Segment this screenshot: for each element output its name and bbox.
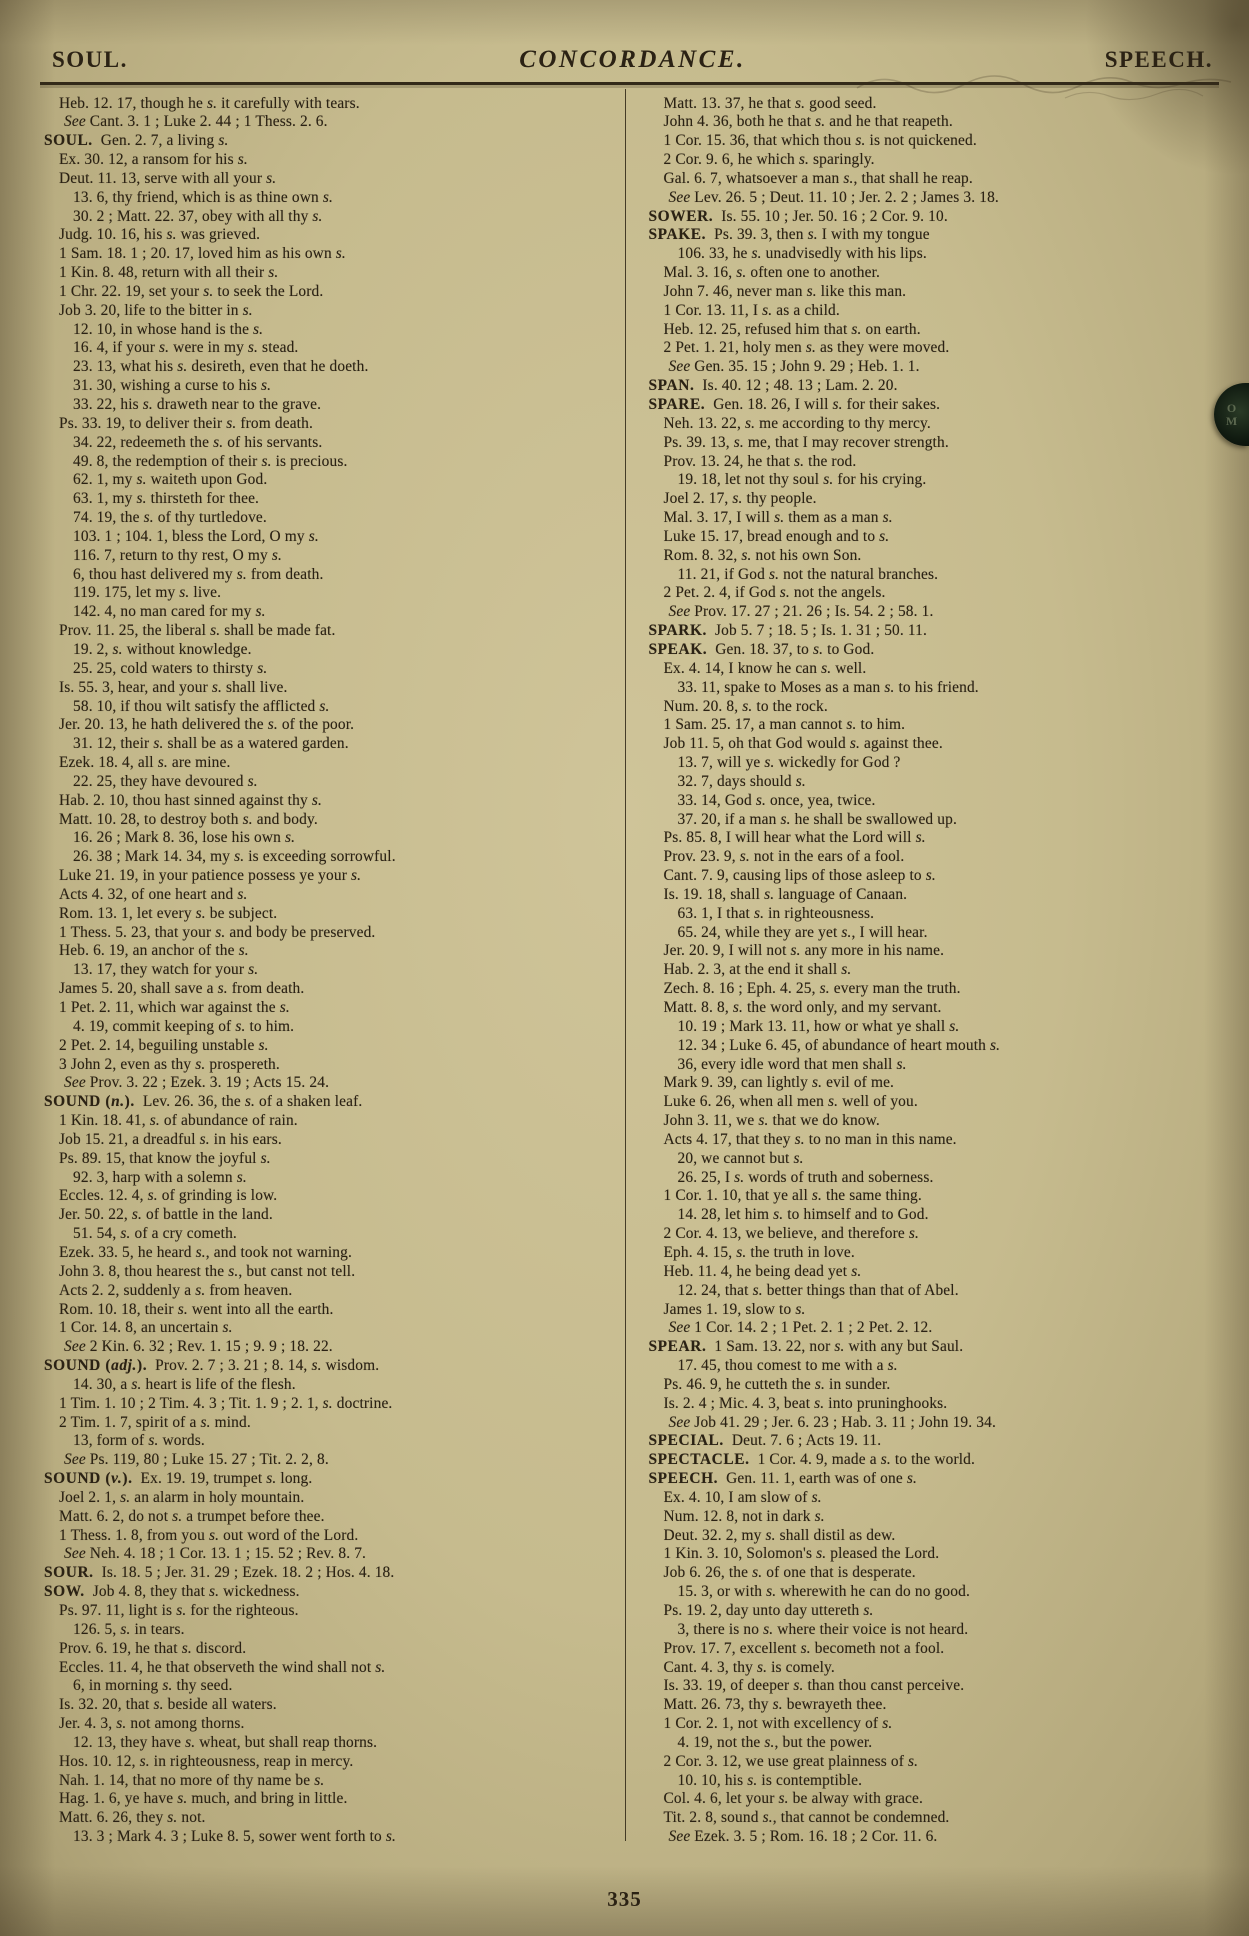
reference-line: 14. 30, a s. heart is life of the flesh.	[73, 1375, 296, 1393]
reference-line: Ex. 4. 14, I know he can s. well.	[663, 659, 867, 677]
reference-line: Hag. 1. 6, ye have s. much, and bring in little.	[59, 1790, 348, 1808]
reference-line: 33. 22, his s. draweth near to the grave.	[73, 396, 322, 413]
reference-line: Ps. 97. 11, light is s. for the righteous.	[59, 1602, 299, 1619]
reference-line: 1 Cor. 1. 10, that ye all s. the same thing.	[663, 1187, 922, 1205]
reference-line: Mark 9. 39, can lightly s. evil of me.	[663, 1074, 895, 1092]
reference-line: 33. 14, God s. once, yea, twice.	[677, 791, 876, 809]
reference-line: 17. 45, thou comest to me with a s.	[677, 1357, 898, 1375]
reference-line: Mal. 3. 17, I will s. them as a man s.	[663, 509, 893, 527]
reference-line: James 5. 20, shall save a s. from death.	[59, 980, 305, 998]
reference-line: 6, thou hast delivered my s. from death.	[73, 565, 324, 583]
reference-line: 4. 19, not the s., but the power.	[677, 1733, 873, 1751]
thumb-tab-letter: O	[1226, 400, 1237, 415]
text-columns	[0, 89, 1249, 1847]
reference-line: Eph. 4. 15, s. the truth in love.	[663, 1243, 855, 1261]
reference-line: 1 Cor. 13. 11, I s. as a child.	[663, 301, 840, 319]
reference-line: 2 Cor. 9. 6, he which s. sparingly.	[663, 151, 875, 169]
reference-line: 13. 3 ; Mark 4. 3 ; Luke 8. 5, sower went forth to s.	[73, 1828, 396, 1846]
reference-line: 103. 1 ; 104. 1, bless the Lord, O my s.	[73, 527, 319, 545]
reference-line: 65. 24, while they are yet s., I will hear.	[677, 923, 928, 941]
reference-line: 25. 25, cold waters to thirsty s.	[73, 659, 268, 677]
reference-line: Joel 2. 17, s. thy people.	[663, 490, 817, 508]
reference-line: Matt. 6. 2, do not s. a trumpet before thee.	[59, 1507, 325, 1525]
reference-line: Matt. 26. 73, thy s. bewrayeth thee.	[663, 1696, 887, 1714]
reference-line: James 1. 19, slow to s.	[663, 1300, 806, 1318]
see-reference-line: See Gen. 35. 15 ; John 9. 29 ; Heb. 1. 1.	[668, 358, 920, 376]
entry-headword-line: SPARK. Job 5. 7 ; 18. 5 ; Is. 1. 31 ; 50. 11.	[648, 622, 928, 640]
reference-line: Ps. 46. 9, he cutteth the s. in sunder.	[663, 1375, 891, 1393]
reference-line: 13. 7, will ye s. wickedly for God ?	[677, 754, 901, 772]
reference-line: 1 Kin. 18. 41, s. of abundance of rain.	[59, 1112, 298, 1130]
reference-line: Matt. 13. 37, he that s. good seed.	[663, 94, 877, 112]
reference-line: Job 3. 20, life to the bitter in s.	[59, 301, 253, 319]
reference-line: 1 Thess. 1. 8, from you s. out word of the Lord.	[59, 1526, 359, 1544]
reference-line: Cant. 4. 3, thy s. is comely.	[663, 1658, 835, 1676]
reference-line: Ps. 89. 15, that know the joyful s.	[59, 1149, 271, 1167]
reference-line: Matt. 10. 28, to destroy both s. and body.	[59, 810, 318, 828]
reference-line: 1 Cor. 14. 8, an uncertain s.	[59, 1319, 233, 1337]
reference-line: 63. 1, my s. thirsteth for thee.	[73, 490, 260, 508]
entry-headword-line: SOWER. Is. 55. 10 ; Jer. 50. 16 ; 2 Cor. 9. 10.	[648, 207, 948, 225]
reference-line: 2 Pet. 2. 4, if God s. not the angels.	[663, 584, 886, 602]
thumb-tab-letter: M	[1225, 413, 1238, 428]
reference-line: Prov. 11. 25, the liberal s. shall be made fat.	[59, 622, 336, 640]
reference-line: 116. 7, return to thy rest, O my s.	[73, 546, 283, 564]
reference-line: 2 Tim. 1. 7, spirit of a s. mind.	[59, 1413, 251, 1431]
reference-line: Luke 21. 19, in your patience possess ye your s.	[59, 867, 362, 885]
reference-line: Is. 19. 18, shall s. language of Canaan.	[663, 885, 908, 903]
reference-line: Eccles. 11. 4, he that observeth the wind shall not s.	[59, 1658, 386, 1676]
right-column	[633, 95, 1224, 1847]
reference-line: Prov. 23. 9, s. not in the ears of a fool.	[663, 848, 905, 866]
reference-line: 2 Pet. 1. 21, holy men s. as they were moved.	[663, 339, 950, 357]
entry-headword-line: SOUND (adj.). Prov. 2. 7 ; 3. 21 ; 8. 14, s. wisdom.	[44, 1357, 380, 1375]
reference-line: 1 Sam. 25. 17, a man cannot s. to him.	[663, 716, 906, 734]
reference-line: 26. 25, I s. words of truth and soberness.	[677, 1168, 934, 1186]
reference-line: 62. 1, my s. waiteth upon God.	[73, 471, 268, 489]
reference-line: 13. 6, thy friend, which is as thine own s.	[73, 188, 333, 206]
reference-line: 36, every idle word that men shall s.	[677, 1055, 907, 1073]
reference-line: 30. 2 ; Matt. 22. 37, obey with all thy s.	[73, 207, 323, 225]
reference-line: 34. 22, redeemeth the s. of his servants.	[73, 433, 323, 451]
reference-line: 12. 13, they have s. wheat, but shall reap thorns.	[73, 1733, 378, 1751]
reference-line: 6, in morning s. thy seed.	[73, 1677, 233, 1695]
reference-line: Zech. 8. 16 ; Eph. 4. 25, s. every man the truth.	[663, 980, 961, 998]
reference-line: Heb. 11. 4, he being dead yet s.	[663, 1262, 862, 1280]
entry-headword-line: SPEECH. Gen. 11. 1, earth was of one s.	[648, 1470, 917, 1488]
reference-line: Hos. 10. 12, s. in righteousness, reap in mercy.	[59, 1752, 354, 1770]
reference-line: Tit. 2. 8, sound s., that cannot be condemned.	[663, 1809, 950, 1827]
reference-line: Ps. 39. 13, s. me, that I may recover strength.	[663, 433, 949, 451]
reference-line: 31. 12, their s. shall be as a watered garden.	[73, 735, 349, 753]
reference-line: 2 Cor. 3. 12, we use great plainness of s.	[663, 1752, 919, 1770]
see-reference-line: See Job 41. 29 ; Jer. 6. 23 ; Hab. 3. 11 ; John 19. 34.	[668, 1413, 996, 1431]
reference-line: 13, form of s. words.	[73, 1432, 205, 1450]
reference-line: Ezek. 18. 4, all s. are mine.	[59, 754, 231, 772]
reference-line: 2 Pet. 2. 14, beguiling unstable s.	[59, 1036, 269, 1054]
header-right-keyword: SPEECH.	[1104, 47, 1213, 72]
reference-line: 1 Cor. 15. 36, that which thou s. is not quickened.	[663, 132, 977, 150]
reference-line: Matt. 8. 8, s. the word only, and my servant.	[663, 999, 942, 1016]
entry-headword-line: SOUL. Gen. 2. 7, a living s.	[44, 132, 229, 150]
entry-headword-line: SPAN. Is. 40. 12 ; 48. 13 ; Lam. 2. 20.	[648, 377, 898, 395]
reference-line: Prov. 17. 7, excellent s. becometh not a fool.	[663, 1639, 945, 1657]
reference-line: 13. 17, they watch for your s.	[73, 961, 259, 979]
reference-line: Job 6. 26, the s. of one that is desperate.	[663, 1564, 916, 1582]
reference-line: 20, we cannot but s.	[677, 1149, 804, 1167]
reference-line: Eccles. 12. 4, s. of grinding is low.	[59, 1187, 278, 1205]
reference-line: Acts 4. 32, of one heart and s.	[59, 885, 248, 903]
see-reference-line: See Cant. 3. 1 ; Luke 2. 44 ; 1 Thess. 2. 6.	[64, 113, 328, 131]
reference-line: 10. 10, his s. is contemptible.	[677, 1771, 863, 1789]
reference-line: Prov. 13. 24, he that s. the rod.	[663, 452, 857, 470]
reference-line: 92. 3, harp with a solemn s.	[73, 1168, 247, 1186]
reference-line: 12. 34 ; Luke 6. 45, of abundance of heart mouth s.	[677, 1036, 1001, 1054]
reference-line: Job 11. 5, oh that God would s. against thee.	[663, 735, 943, 753]
reference-line: Cant. 7. 9, causing lips of those asleep to s.	[663, 867, 936, 885]
reference-line: Jer. 50. 22, s. of battle in the land.	[59, 1206, 273, 1224]
reference-line: John 3. 11, we s. that we do know.	[663, 1112, 880, 1130]
reference-line: Heb. 12. 25, refused him that s. on earth.	[663, 320, 921, 338]
reference-line: Is. 33. 19, of deeper s. than thou canst perceive.	[663, 1677, 965, 1695]
reference-line: 14. 28, let him s. to himself and to God.	[677, 1206, 929, 1224]
reference-line: Deut. 32. 2, my s. shall distil as dew.	[663, 1526, 896, 1544]
reference-line: Ezek. 33. 5, he heard s., and took not warning.	[59, 1243, 353, 1261]
reference-line: Hab. 2. 3, at the end it shall s.	[663, 961, 852, 979]
see-reference-line: See Ps. 119, 80 ; Luke 15. 27 ; Tit. 2. 2, 8.	[64, 1451, 329, 1469]
page-number: 335	[607, 1887, 642, 1911]
reference-line: 31. 30, wishing a curse to his s.	[73, 377, 272, 395]
left-column	[44, 95, 633, 1847]
reference-line: Heb. 12. 17, though he s. it carefully with tears.	[59, 94, 360, 112]
reference-line: 2 Cor. 4. 13, we believe, and therefore s.	[663, 1225, 919, 1243]
reference-line: 126. 5, s. in tears.	[73, 1620, 185, 1638]
reference-line: Prov. 6. 19, he that s. discord.	[59, 1639, 247, 1657]
reference-line: 12. 10, in whose hand is the s.	[73, 320, 264, 338]
reference-line: 1 Tim. 1. 10 ; 2 Tim. 4. 3 ; Tit. 1. 9 ; 2. 1, s. doctrine.	[59, 1394, 393, 1412]
entry-headword-line: SPAKE. Ps. 39. 3, then s. I with my tongue	[648, 226, 930, 244]
reference-line: Deut. 11. 13, serve with all your s.	[59, 169, 277, 187]
reference-line: 1 Kin. 3. 10, Solomon's s. pleased the Lord.	[663, 1545, 940, 1563]
reference-line: 3, there is no s. where their voice is not heard.	[677, 1620, 969, 1638]
reference-line: John 4. 36, both he that s. and he that reapeth.	[663, 113, 953, 131]
reference-line: 11. 21, if God s. not the natural branches.	[677, 565, 939, 583]
reference-line: Is. 2. 4 ; Mic. 4. 3, beat s. into pruninghooks.	[663, 1394, 948, 1412]
entry-headword-line: SPECTACLE. 1 Cor. 4. 9, made a s. to the world.	[648, 1451, 975, 1469]
entry-headword-line: SOUND (n.). Lev. 26. 36, the s. of a shaken leaf.	[44, 1093, 363, 1111]
entry-headword-line: SOUND (v.). Ex. 19. 19, trumpet s. long.	[44, 1470, 313, 1488]
reference-line: John 7. 46, never man s. like this man.	[663, 282, 907, 300]
reference-line: 4. 19, commit keeping of s. to him.	[73, 1017, 295, 1035]
reference-line: Heb. 6. 19, an anchor of the s.	[59, 942, 249, 960]
reference-line: 12. 24, that s. better things than that of Abel.	[677, 1281, 959, 1299]
reference-line: Judg. 10. 16, his s. was grieved.	[59, 226, 261, 244]
see-reference-line: See Prov. 3. 22 ; Ezek. 3. 19 ; Acts 15. 24.	[64, 1074, 330, 1092]
reference-line: Jer. 20. 9, I will not s. any more in his name.	[663, 942, 945, 960]
entry-headword-line: SPEAK. Gen. 18. 37, to s. to God.	[648, 640, 875, 658]
reference-line: Nah. 1. 14, that no more of thy name be s.	[59, 1771, 325, 1789]
reference-line: Acts 4. 17, that they s. to no man in this name.	[663, 1130, 957, 1148]
reference-line: 33. 11, spake to Moses as a man s. to his friend.	[677, 678, 979, 696]
header-title: CONCORDANCE.	[519, 46, 746, 73]
see-reference-line: See Neh. 4. 18 ; 1 Cor. 13. 1 ; 15. 52 ; Rev. 8. 7.	[64, 1545, 367, 1563]
reference-line: 1 Pet. 2. 11, which war against the s.	[59, 999, 290, 1016]
see-reference-line: See 1 Cor. 14. 2 ; 1 Pet. 2. 1 ; 2 Pet. 2. 12.	[668, 1319, 933, 1337]
see-reference-line: See Lev. 26. 5 ; Deut. 11. 10 ; Jer. 2. 2 ; James 3. 18.	[668, 188, 999, 206]
entry-headword-line: SPEAR. 1 Sam. 13. 22, nor s. with any but Saul.	[648, 1338, 964, 1356]
entry-headword-line: SPARE. Gen. 18. 26, I will s. for their sakes.	[648, 396, 941, 413]
reference-line: Rom. 8. 32, s. not his own Son.	[663, 546, 862, 564]
reference-line: Rom. 10. 18, their s. went into all the earth.	[59, 1300, 334, 1318]
reference-line: 51. 54, s. of a cry cometh.	[73, 1225, 237, 1243]
reference-line: 16. 26 ; Mark 8. 36, lose his own s.	[73, 829, 296, 847]
reference-line: Hab. 2. 10, thou hast sinned against thy s.	[59, 791, 322, 809]
reference-line: 26. 38 ; Mark 14. 34, my s. is exceeding sorrowful.	[73, 848, 396, 866]
reference-line: 10. 19 ; Mark 13. 11, how or what ye shall s.	[677, 1017, 960, 1035]
entry-headword-line: SOW. Job 4. 8, they that s. wickedness.	[44, 1583, 300, 1601]
reference-line: 1 Thess. 5. 23, that your s. and body be preserved.	[59, 923, 376, 941]
reference-line: 1 Sam. 18. 1 ; 20. 17, loved him as his own s.	[59, 245, 346, 263]
reference-line: Is. 32. 20, that s. beside all waters.	[59, 1696, 277, 1714]
reference-line: 3 John 2, even as thy s. prospereth.	[59, 1055, 280, 1073]
reference-line: Rom. 13. 1, let every s. be subject.	[59, 904, 278, 922]
reference-line: Luke 6. 26, when all men s. well of you.	[663, 1093, 918, 1111]
reference-line: Ex. 30. 12, a ransom for his s.	[59, 151, 248, 169]
see-reference-line: See 2 Kin. 6. 32 ; Rev. 1. 15 ; 9. 9 ; 18. 22.	[64, 1338, 333, 1356]
reference-line: Acts 2. 2, suddenly a s. from heaven.	[59, 1281, 293, 1299]
reference-line: 16. 4, if your s. were in my s. stead.	[73, 339, 299, 357]
reference-line: 58. 10, if thou wilt satisfy the afflicted s.	[73, 697, 330, 715]
reference-line: 37. 20, if a man s. he shall be swallowed up.	[677, 810, 957, 828]
reference-line: Matt. 6. 26, they s. not.	[59, 1809, 206, 1827]
reference-line: 19. 18, let not thy soul s. for his crying.	[677, 471, 927, 489]
entry-headword-line: SOUR. Is. 18. 5 ; Jer. 31. 29 ; Ezek. 18. 2 ; Hos. 4. 18.	[44, 1564, 395, 1582]
see-reference-line: See Ezek. 3. 5 ; Rom. 16. 18 ; 2 Cor. 11. 6.	[668, 1828, 938, 1846]
running-header	[0, 0, 1249, 74]
reference-line: 19. 2, s. without knowledge.	[73, 640, 252, 658]
reference-line: 74. 19, the s. of thy turtledove.	[73, 509, 267, 527]
reference-line: Ps. 19. 2, day unto day uttereth s.	[663, 1602, 874, 1619]
reference-line: 106. 33, he s. unadvisedly with his lips.	[677, 245, 927, 263]
reference-line: 63. 1, I that s. in righteousness.	[677, 904, 875, 922]
reference-line: 1 Cor. 2. 1, not with excellency of s.	[663, 1715, 893, 1733]
entry-headword-line: SPECIAL. Deut. 7. 6 ; Acts 19. 11.	[648, 1432, 882, 1450]
reference-line: Col. 4. 6, let your s. be alway with grace.	[663, 1790, 923, 1808]
header-rule	[40, 82, 1219, 85]
reference-line: 1 Chr. 22. 19, set your s. to seek the Lord.	[59, 282, 324, 300]
reference-line: Ex. 4. 10, I am slow of s.	[663, 1488, 822, 1506]
reference-line: Ps. 33. 19, to deliver their s. from death.	[59, 414, 313, 432]
reference-line: Jer. 20. 13, he hath delivered the s. of the poor.	[59, 716, 355, 734]
reference-line: 22. 25, they have devoured s.	[73, 772, 258, 790]
reference-line: Joel 2. 1, s. an alarm in holy mountain.	[59, 1488, 305, 1506]
reference-line: 119. 175, let my s. live.	[73, 584, 222, 602]
reference-line: Neh. 13. 22, s. me according to thy mercy.	[663, 414, 931, 432]
see-reference-line: See Prov. 17. 27 ; 21. 26 ; Is. 54. 2 ; 58. 1.	[668, 603, 934, 621]
reference-line: 142. 4, no man cared for my s.	[73, 603, 266, 621]
reference-line: 49. 8, the redemption of their s. is precious.	[73, 452, 348, 470]
reference-line: Ps. 85. 8, I will hear what the Lord will s.	[663, 829, 926, 847]
reference-line: Mal. 3. 16, s. often one to another.	[663, 264, 881, 282]
reference-line: 32. 7, days should s.	[677, 772, 806, 790]
reference-line: 23. 13, what his s. desireth, even that he doeth.	[73, 358, 369, 376]
reference-line: Gal. 6. 7, whatsoever a man s., that shall he reap.	[663, 169, 973, 187]
reference-line: Luke 15. 17, bread enough and to s.	[663, 527, 890, 545]
reference-line: Job 15. 21, a dreadful s. in his ears.	[59, 1130, 282, 1148]
reference-line: Num. 20. 8, s. to the rock.	[663, 697, 828, 715]
reference-line: Jer. 4. 3, s. not among thorns.	[59, 1715, 245, 1733]
header-left-keyword: SOUL.	[52, 47, 128, 72]
reference-line: Num. 12. 8, not in dark s.	[663, 1507, 825, 1525]
reference-line: John 3. 8, thou hearest the s., but canst not tell.	[59, 1262, 356, 1280]
reference-line: Is. 55. 3, hear, and your s. shall live.	[59, 678, 288, 696]
reference-line: 15. 3, or with s. wherewith he can do no good.	[677, 1583, 970, 1601]
reference-line: 1 Kin. 8. 48, return with all their s.	[59, 264, 279, 282]
